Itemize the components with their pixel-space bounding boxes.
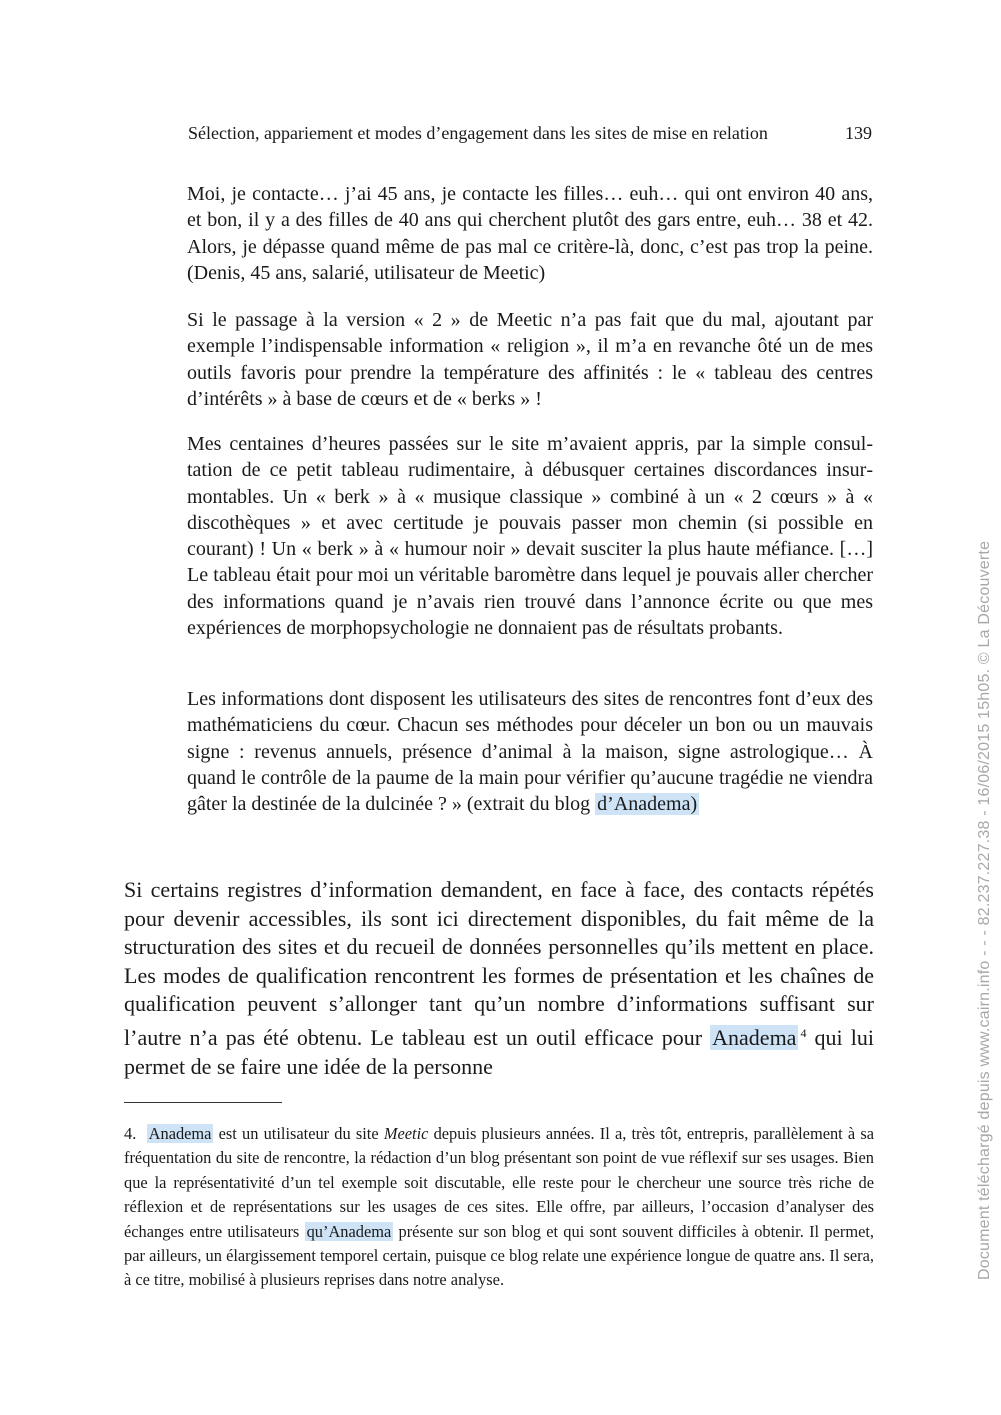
footnote-text-2: depuis plusieurs années. Il a, très tôt, entrepris, parallèlement à sa fréquentation du site de rencontre, la rédaction d’un blog présentant son point de vue réflexif sur ses usages. Bien que la représentativité d’un tel exemple soit discutable, elle reste pour le chercheur une source très riche de réflexion et de représentations sur les usages de ces sites. Elle offre, par ailleurs, l’occasion d’analyser des échanges entre utilisateurs bbox=[124, 1124, 874, 1241]
running-head-title: Sélection, appariement et modes d’engagement dans les sites de mise en relation bbox=[188, 123, 768, 143]
footnote-4 bbox=[124, 1122, 874, 1293]
footnote-text-3: présente sur son blog et qui sont souvent difficiles à obtenir. Il permet, par ailleurs, un élargissement temporel certain, puisque ce blog relate une expérience longue de quatre ans. Il sera, à ce titre, mobilisé à plusieurs reprises dans notre analyse. bbox=[124, 1221, 874, 1290]
quote-blog-intro: Si le passage à la version « 2 » de Meetic n’a pas fait que du mal, ajoutant par exemple l’indispensable information « religion », il m’a en revanche ôté un de mes outils favoris pour prendre la température des affinités : le « tableau des centres d’intérêts » à base de cœurs et de « berks » ! bbox=[187, 309, 873, 410]
anadema-highlight: d’Anadema) bbox=[597, 793, 698, 816]
anadema-highlight: Anadema bbox=[148, 1124, 212, 1143]
download-watermark: Document téléchargé depuis www.cairn.info - - - 82.237.227.38 - 16/06/2015 15h05. © La Découverte bbox=[976, 540, 993, 1280]
quote-conclusion-text: Les informations dont disposent les utilisateurs des sites de rencontres font d’eux des mathématiciens du cœur. Chacun ses méthodes pour déceler un bon ou un mauvais signe : revenus annuels, présence d’animal à la maison, signe astrologique… À quand le contrôle de la paume de la main pour vérifier qu’aucune tragédie ne viendra gâter la destinée de la dulcinée ? » (extrait du blog bbox=[187, 688, 873, 816]
anadema-highlight: Anadema bbox=[712, 1024, 797, 1050]
body-paragraph bbox=[124, 876, 874, 1081]
body-text-before: Si certains registres d’information demandent, en face à face, des contacts répétés pour devenir accessibles, ils sont ici directement disponibles, du fait même de la structuration des sites et du recueil de données personnelles qu’ils mettent en place. Les modes de qualification rencontrent les formes de présentation et les chaînes de qualification peuvent s’allonger tant qu’un nombre d’informations suffisant sur l’autre n’a pas été obtenu. Le tableau est un outil efficace pour bbox=[124, 877, 874, 1050]
quote-blog-conclusion bbox=[187, 686, 873, 817]
body-text-after: qui lui permet de se faire une idée de la personne bbox=[124, 1024, 875, 1079]
footnote-site-name: Meetic bbox=[383, 1124, 429, 1143]
footnote-text-1: est un utilisateur du site bbox=[213, 1124, 384, 1143]
footnote-number: 4. bbox=[124, 1124, 137, 1143]
footnote-separator bbox=[124, 1102, 282, 1103]
footnote-reference[interactable]: 4 bbox=[800, 1025, 807, 1040]
quote-denis: Moi, je contacte… j’ai 45 ans, je contacte les filles… euh… qui ont environ 40 ans, et bon, il y a des filles de 40 ans qui cherchent plutôt des gars entre, euh… 38 et 42. Alors, je dépasse quand même de pas mal ce critère-là, donc, c’est pas trop la peine. (Denis, 45 ans, salarié, utilisateur de Meetic) bbox=[187, 183, 873, 284]
anadema-highlight: qu’Anadema bbox=[306, 1221, 392, 1241]
quote-blog-tableau: Mes centaines d’heures passées sur le site m’avaient appris, par la simple consultation de ce petit tableau rudimentaire, à débusquer certaines discordances insurmontables. Un « berk » à « musique classique » combiné à un « 2 cœurs » à « discothèques » et avec certitude je pouvais passer mon chemin (si possible en courant) ! Un « berk » à « humour noir » devait susciter la plus haute méfiance. […] Le tableau était pour moi un véritable baromètre dans lequel je pouvais aller chercher des informations quand je n’avais rien trouvé dans l’annonce écrite ou que mes expériences de morphopsychologie ne donnaient pas de résultats probants. bbox=[187, 433, 873, 640]
page-number: 139 bbox=[845, 123, 872, 143]
